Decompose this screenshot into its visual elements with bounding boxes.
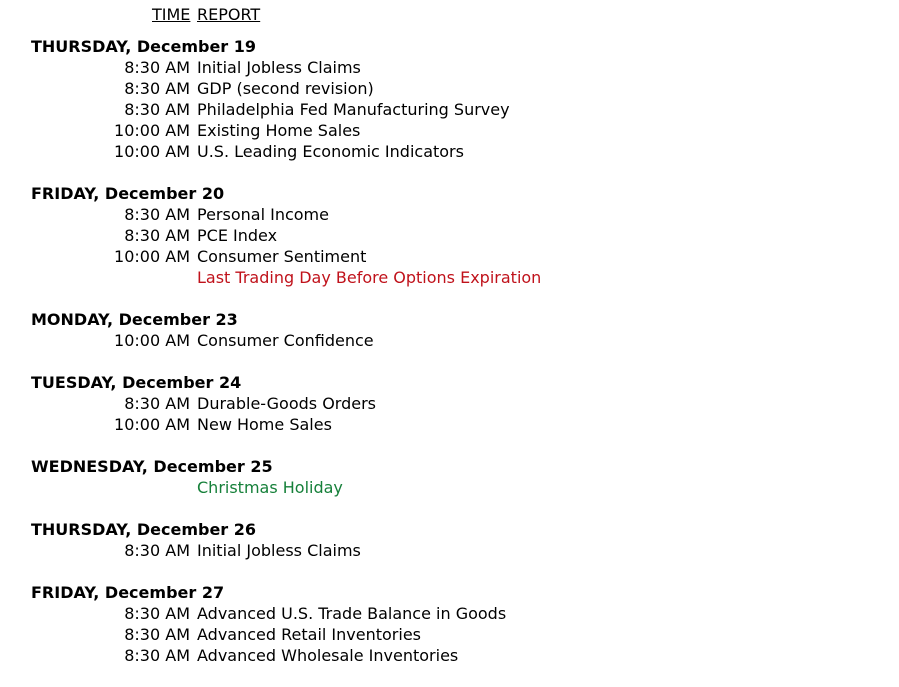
report-row bbox=[0, 267, 899, 288]
report-name: Consumer Sentiment bbox=[197, 247, 367, 266]
report-name: Advanced Wholesale Inventories bbox=[197, 646, 459, 665]
report-time: 8:30 AM bbox=[124, 100, 190, 119]
report-row bbox=[0, 78, 899, 99]
report-time: 8:30 AM bbox=[124, 226, 190, 245]
report-row bbox=[0, 330, 899, 351]
report-time: 8:30 AM bbox=[124, 205, 190, 224]
report-name: Advanced Retail Inventories bbox=[197, 625, 421, 644]
report-row bbox=[0, 414, 899, 435]
report-time: 8:30 AM bbox=[124, 79, 190, 98]
day-section bbox=[0, 309, 899, 351]
report-time: 10:00 AM bbox=[114, 247, 190, 266]
report-row bbox=[0, 246, 899, 267]
report-row bbox=[0, 225, 899, 246]
report-row bbox=[0, 57, 899, 78]
day-title: TUESDAY, December 24 bbox=[31, 373, 242, 392]
day-title: WEDNESDAY, December 25 bbox=[31, 457, 273, 476]
report-row bbox=[0, 540, 899, 561]
report-row bbox=[0, 624, 899, 645]
time-column-header: TIME bbox=[152, 5, 191, 24]
report-time: 8:30 AM bbox=[124, 58, 190, 77]
report-row bbox=[0, 120, 899, 141]
report-time: 10:00 AM bbox=[114, 415, 190, 434]
day-title: FRIDAY, December 20 bbox=[31, 184, 225, 203]
report-name: New Home Sales bbox=[197, 415, 332, 434]
day-title: THURSDAY, December 26 bbox=[31, 520, 257, 539]
day-section bbox=[0, 519, 899, 561]
report-name: U.S. Leading Economic Indicators bbox=[197, 142, 464, 161]
report-row bbox=[0, 393, 899, 414]
event-note: Last Trading Day Before Options Expiration bbox=[197, 268, 542, 287]
report-row bbox=[0, 204, 899, 225]
report-time: 8:30 AM bbox=[124, 394, 190, 413]
report-time: 10:00 AM bbox=[114, 331, 190, 350]
report-time: 8:30 AM bbox=[124, 646, 190, 665]
report-name: PCE Index bbox=[197, 226, 278, 245]
report-row bbox=[0, 645, 899, 666]
report-row bbox=[0, 99, 899, 120]
day-section bbox=[0, 36, 899, 162]
report-time: 10:00 AM bbox=[114, 121, 190, 140]
report-name: Durable-Goods Orders bbox=[197, 394, 377, 413]
report-column-header: REPORT bbox=[197, 5, 261, 24]
day-section bbox=[0, 372, 899, 435]
report-row bbox=[0, 477, 899, 498]
report-name: Advanced U.S. Trade Balance in Goods bbox=[197, 604, 507, 623]
day-title: FRIDAY, December 27 bbox=[31, 583, 225, 602]
report-name: Existing Home Sales bbox=[197, 121, 361, 140]
report-time: 8:30 AM bbox=[124, 604, 190, 623]
report-time: 8:30 AM bbox=[124, 541, 190, 560]
day-title: THURSDAY, December 19 bbox=[31, 37, 257, 56]
report-name: Consumer Confidence bbox=[197, 331, 374, 350]
report-time: 8:30 AM bbox=[124, 625, 190, 644]
event-note: Christmas Holiday bbox=[197, 478, 343, 497]
report-row bbox=[0, 141, 899, 162]
day-section bbox=[0, 456, 899, 498]
day-list bbox=[0, 36, 899, 687]
day-title: MONDAY, December 23 bbox=[31, 310, 238, 329]
report-name: GDP (second revision) bbox=[197, 79, 374, 98]
report-time: 10:00 AM bbox=[114, 142, 190, 161]
report-name: Initial Jobless Claims bbox=[197, 58, 361, 77]
day-section bbox=[0, 183, 899, 288]
report-name: Initial Jobless Claims bbox=[197, 541, 361, 560]
report-name: Personal Income bbox=[197, 205, 329, 224]
report-row bbox=[0, 603, 899, 624]
report-name: Philadelphia Fed Manufacturing Survey bbox=[197, 100, 510, 119]
day-section bbox=[0, 582, 899, 666]
